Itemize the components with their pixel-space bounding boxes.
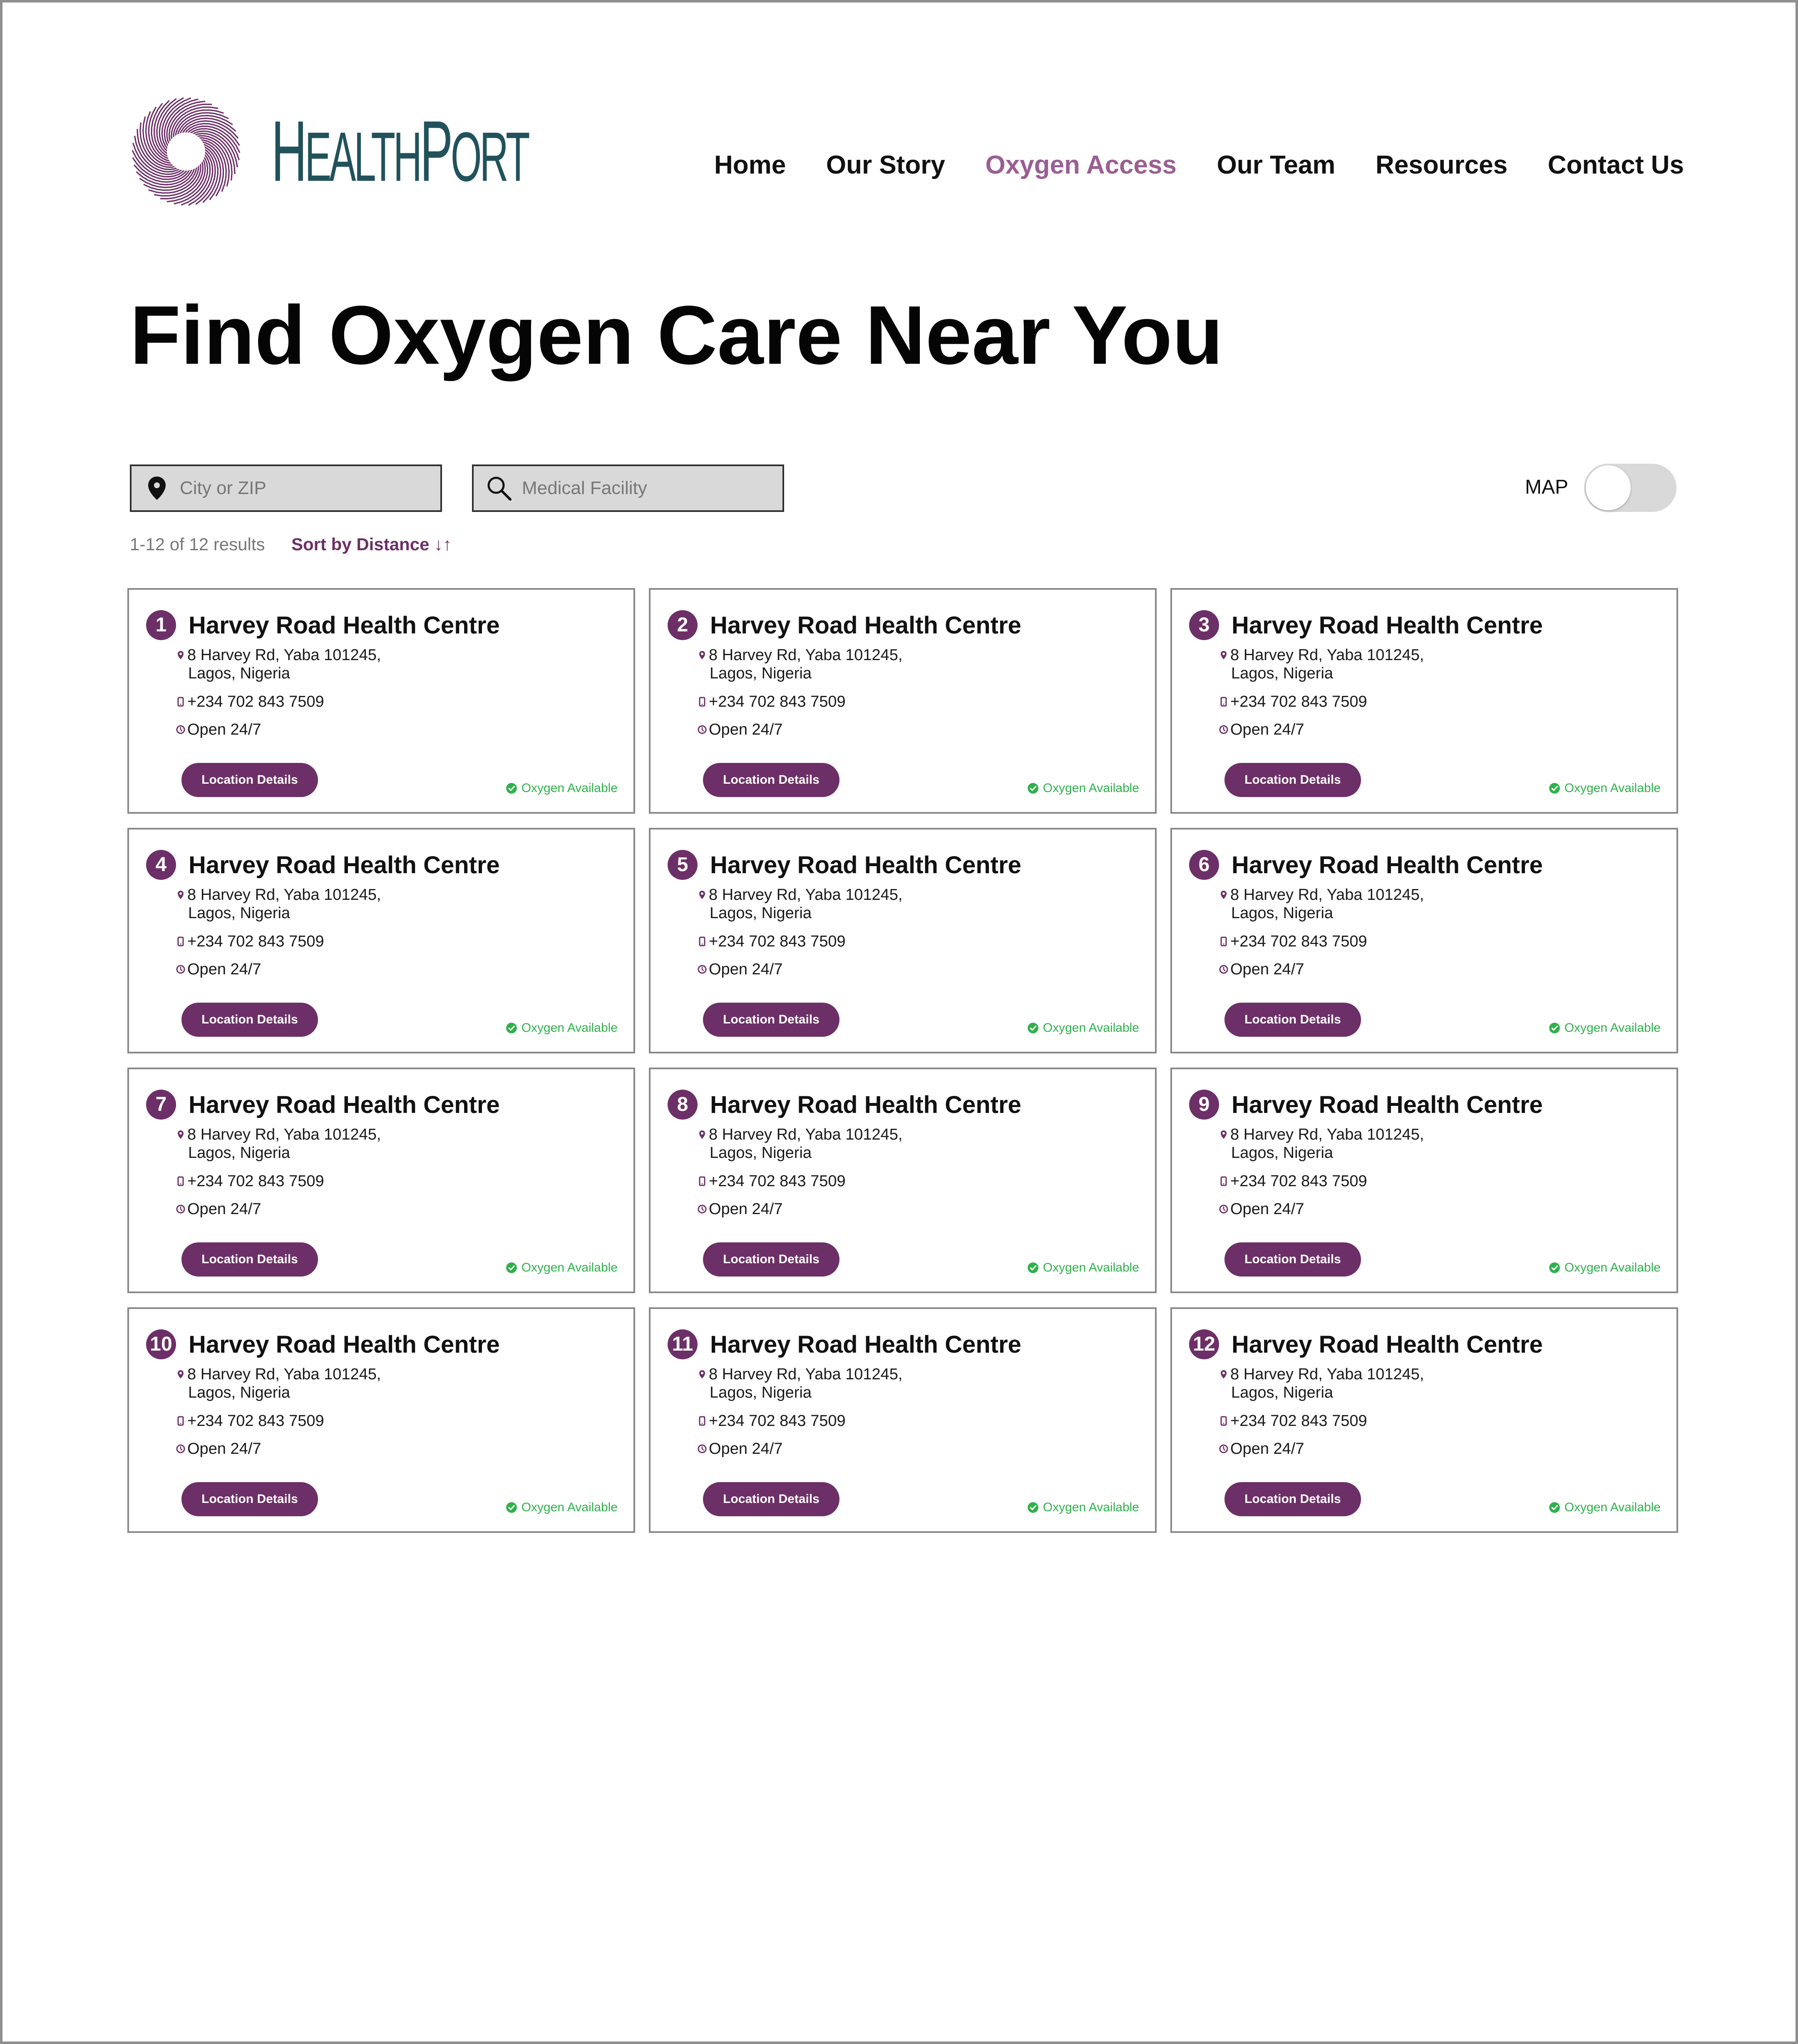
map-pin-icon [697, 1130, 707, 1140]
phone-number: +234 702 843 7509 [709, 1172, 846, 1190]
phone-number: +234 702 843 7509 [187, 1412, 324, 1430]
nav-our-story[interactable]: Our Story [826, 150, 945, 179]
location-details-button[interactable]: Location Details [1224, 1003, 1361, 1037]
page-title: Find Oxygen Care Near You [130, 289, 1223, 382]
address-line-1: 8 Harvey Rd, Yaba 101245, [187, 1126, 381, 1143]
location-name: Harvey Road Health Centre [1232, 852, 1543, 879]
address-line-1: 8 Harvey Rd, Yaba 101245, [709, 1126, 903, 1143]
oxygen-status-text: Oxygen Available [1043, 781, 1139, 795]
map-pin-icon [697, 890, 707, 900]
location-address [187, 646, 404, 683]
phone-icon [697, 936, 707, 946]
oxygen-status-badge [1027, 1261, 1139, 1275]
phone-number: +234 702 843 7509 [187, 693, 324, 710]
phone-icon [176, 1176, 186, 1186]
location-name: Harvey Road Health Centre [710, 852, 1021, 879]
location-hours [187, 960, 261, 979]
opening-hours: Open 24/7 [187, 1200, 261, 1218]
check-circle-icon [1549, 1502, 1560, 1513]
phone-icon [1219, 697, 1229, 707]
address-line-1: 8 Harvey Rd, Yaba 101245, [187, 1366, 381, 1383]
city-zip-input[interactable] [180, 474, 413, 503]
result-number-badge: 5 [668, 850, 698, 880]
result-number-badge: 6 [1189, 850, 1219, 880]
medical-facility-input[interactable] [522, 474, 755, 503]
location-phone [187, 1412, 324, 1430]
clock-icon [176, 725, 186, 735]
oxygen-status-badge [506, 1500, 618, 1515]
address-line-1: 8 Harvey Rd, Yaba 101245, [709, 1366, 903, 1383]
phone-icon [176, 1416, 186, 1426]
nav-resources[interactable]: Resources [1376, 150, 1508, 179]
opening-hours: Open 24/7 [1230, 961, 1304, 978]
map-pin-icon [1219, 1130, 1229, 1140]
location-card [1170, 588, 1678, 814]
location-details-button[interactable]: Location Details [181, 1482, 318, 1516]
results-count: 1-12 of 12 results [130, 534, 265, 554]
location-address [187, 886, 404, 922]
result-number-badge: 4 [146, 850, 176, 880]
location-phone [709, 693, 846, 711]
location-card [127, 828, 635, 1053]
address-line-2: Lagos, Nigeria [710, 665, 812, 682]
location-address [709, 886, 925, 922]
main-navigation [714, 146, 1684, 184]
oxygen-status-text: Oxygen Available [1043, 1500, 1139, 1514]
map-toggle-label: MAP [1525, 476, 1569, 498]
location-details-button[interactable]: Location Details [1224, 763, 1361, 797]
location-details-button[interactable]: Location Details [703, 763, 839, 797]
location-phone [1230, 693, 1367, 711]
opening-hours: Open 24/7 [709, 1440, 783, 1458]
map-pin-icon [1219, 890, 1229, 900]
check-circle-icon [1027, 1262, 1039, 1274]
location-name: Harvey Road Health Centre [710, 1091, 1021, 1118]
city-search-field[interactable] [130, 464, 442, 512]
address-line-2: Lagos, Nigeria [1231, 904, 1334, 922]
map-pin-icon [1219, 1369, 1229, 1379]
location-details-button[interactable]: Location Details [1224, 1482, 1361, 1516]
location-hours [187, 1440, 261, 1458]
address-line-2: Lagos, Nigeria [1231, 1144, 1334, 1162]
oxygen-status-badge [1549, 781, 1661, 795]
phone-number: +234 702 843 7509 [709, 1412, 846, 1430]
map-pin-icon [697, 650, 707, 660]
location-name: Harvey Road Health Centre [1232, 1331, 1543, 1358]
location-name: Harvey Road Health Centre [189, 1331, 500, 1358]
map-pin-icon [176, 890, 186, 900]
location-address [1230, 886, 1447, 922]
phone-number: +234 702 843 7509 [187, 933, 324, 950]
location-details-button[interactable]: Location Details [181, 763, 318, 797]
address-line-2: Lagos, Nigeria [710, 1144, 812, 1162]
oxygen-status-badge [1549, 1500, 1661, 1515]
location-details-button[interactable]: Location Details [703, 1482, 839, 1516]
location-address [709, 646, 925, 683]
result-number-badge: 8 [668, 1090, 698, 1120]
location-address [709, 1365, 925, 1402]
clock-icon [697, 1444, 707, 1454]
oxygen-status-text: Oxygen Available [1564, 781, 1661, 795]
location-card [649, 588, 1157, 814]
clock-icon [697, 964, 707, 974]
location-card [1170, 1307, 1678, 1533]
swirl-logo-icon [130, 95, 242, 208]
clock-icon [176, 964, 186, 974]
location-phone [1230, 932, 1367, 951]
location-phone [709, 932, 846, 951]
location-address [1230, 1125, 1447, 1162]
oxygen-status-badge [1549, 1261, 1661, 1275]
result-number-badge: 2 [668, 610, 698, 640]
logo-wordmark: HEALTHPORT [271, 103, 528, 199]
location-card [127, 1307, 635, 1533]
address-line-1: 8 Harvey Rd, Yaba 101245, [709, 886, 903, 904]
phone-icon [1219, 1176, 1229, 1186]
check-circle-icon [1027, 1022, 1039, 1034]
clock-icon [176, 1204, 186, 1214]
location-hours [187, 720, 261, 739]
phone-icon [1219, 1416, 1229, 1426]
check-circle-icon [506, 782, 517, 794]
phone-icon [176, 697, 186, 707]
oxygen-status-text: Oxygen Available [1043, 1021, 1139, 1035]
location-address [187, 1365, 404, 1402]
oxygen-status-badge [1549, 1021, 1661, 1035]
nav-our-team[interactable]: Our Team [1217, 150, 1336, 179]
location-name: Harvey Road Health Centre [1232, 612, 1543, 639]
oxygen-status-badge [1027, 781, 1139, 795]
healthport-logo[interactable] [130, 93, 528, 210]
phone-number: +234 702 843 7509 [1230, 693, 1367, 710]
location-hours [1230, 1200, 1304, 1218]
oxygen-status-badge [1027, 1021, 1139, 1035]
location-address [709, 1125, 925, 1162]
address-line-2: Lagos, Nigeria [1231, 665, 1334, 682]
oxygen-status-badge [506, 781, 618, 795]
oxygen-status-badge [506, 1261, 618, 1275]
phone-number: +234 702 843 7509 [1230, 933, 1367, 950]
address-line-2: Lagos, Nigeria [188, 1144, 291, 1162]
clock-icon [1219, 1444, 1229, 1454]
location-details-button[interactable]: Location Details [703, 1242, 839, 1277]
location-card [649, 828, 1157, 1053]
location-phone [187, 693, 324, 711]
opening-hours: Open 24/7 [709, 1200, 783, 1218]
phone-number: +234 702 843 7509 [1230, 1412, 1367, 1430]
address-line-1: 8 Harvey Rd, Yaba 101245, [1230, 886, 1424, 904]
location-hours [1230, 720, 1304, 739]
check-circle-icon [506, 1022, 517, 1034]
address-line-2: Lagos, Nigeria [710, 904, 812, 922]
location-hours [1230, 960, 1304, 979]
location-phone [1230, 1172, 1367, 1190]
oxygen-status-text: Oxygen Available [1043, 1261, 1139, 1274]
location-hours [1230, 1440, 1304, 1458]
check-circle-icon [1027, 1502, 1039, 1513]
result-number-badge: 1 [146, 610, 176, 640]
location-name: Harvey Road Health Centre [189, 612, 500, 639]
check-circle-icon [506, 1502, 517, 1513]
oxygen-status-text: Oxygen Available [1564, 1500, 1661, 1514]
opening-hours: Open 24/7 [709, 721, 783, 738]
location-phone [709, 1412, 846, 1430]
map-pin-icon [176, 1369, 186, 1379]
location-phone [187, 932, 324, 951]
location-hours [187, 1200, 261, 1218]
location-name: Harvey Road Health Centre [1232, 1091, 1543, 1118]
opening-hours: Open 24/7 [709, 961, 783, 978]
address-line-2: Lagos, Nigeria [1231, 1384, 1334, 1401]
oxygen-status-text: Oxygen Available [521, 1261, 618, 1274]
location-card [1170, 1068, 1678, 1293]
address-line-1: 8 Harvey Rd, Yaba 101245, [187, 886, 381, 904]
oxygen-status-text: Oxygen Available [1564, 1261, 1661, 1274]
oxygen-status-text: Oxygen Available [1564, 1021, 1661, 1035]
opening-hours: Open 24/7 [1230, 721, 1304, 738]
phone-icon [176, 936, 186, 946]
location-hours [709, 1440, 782, 1458]
phone-number: +234 702 843 7509 [709, 933, 846, 950]
location-phone [709, 1172, 846, 1190]
location-card [127, 588, 635, 814]
address-line-1: 8 Harvey Rd, Yaba 101245, [709, 646, 903, 664]
location-details-button[interactable]: Location Details [181, 1003, 318, 1037]
map-pin-icon [1219, 650, 1229, 660]
location-details-button[interactable]: Location Details [703, 1003, 839, 1037]
opening-hours: Open 24/7 [1230, 1200, 1304, 1218]
clock-icon [176, 1444, 186, 1454]
opening-hours: Open 24/7 [1230, 1440, 1304, 1458]
result-number-badge: 10 [146, 1329, 176, 1359]
location-name: Harvey Road Health Centre [710, 612, 1021, 639]
address-line-2: Lagos, Nigeria [710, 1384, 812, 1401]
check-circle-icon [1027, 782, 1039, 794]
phone-number: +234 702 843 7509 [1230, 1172, 1367, 1190]
oxygen-status-text: Oxygen Available [521, 781, 618, 795]
location-hours [709, 960, 782, 979]
location-results-grid [127, 588, 1678, 1533]
location-card [649, 1307, 1157, 1533]
check-circle-icon [506, 1262, 517, 1274]
clock-icon [1219, 964, 1229, 974]
location-hours [709, 1200, 782, 1218]
phone-icon [697, 1416, 707, 1426]
address-line-2: Lagos, Nigeria [188, 904, 291, 922]
facility-search-field[interactable] [472, 464, 784, 512]
opening-hours: Open 24/7 [187, 721, 261, 738]
phone-icon [1219, 936, 1229, 946]
location-phone [1230, 1412, 1367, 1430]
location-card [127, 1068, 635, 1293]
address-line-1: 8 Harvey Rd, Yaba 101245, [1230, 646, 1424, 664]
location-phone [187, 1172, 324, 1190]
location-hours [709, 720, 782, 739]
oxygen-status-badge [1027, 1500, 1139, 1515]
map-pin-icon [176, 1130, 186, 1140]
check-circle-icon [1549, 782, 1560, 794]
location-card [1170, 828, 1678, 1053]
location-details-button[interactable]: Location Details [181, 1242, 318, 1277]
address-line-1: 8 Harvey Rd, Yaba 101245, [1230, 1366, 1424, 1383]
location-name: Harvey Road Health Centre [710, 1331, 1021, 1358]
location-address [1230, 1365, 1447, 1402]
map-toggle-switch[interactable] [1584, 464, 1676, 512]
magnifying-glass-icon [484, 474, 514, 503]
result-number-badge: 7 [146, 1090, 176, 1120]
result-number-badge: 12 [1189, 1329, 1219, 1359]
oxygen-status-text: Oxygen Available [521, 1500, 618, 1514]
clock-icon [1219, 725, 1229, 735]
map-pin-icon [176, 650, 186, 660]
clock-icon [697, 725, 707, 735]
opening-hours: Open 24/7 [187, 961, 261, 978]
location-address [1230, 646, 1447, 683]
result-number-badge: 9 [1189, 1090, 1219, 1120]
location-card [649, 1068, 1157, 1293]
result-number-badge: 3 [1189, 610, 1219, 640]
nav-home[interactable]: Home [714, 150, 786, 179]
location-address [187, 1125, 404, 1162]
location-details-button[interactable]: Location Details [1224, 1242, 1361, 1277]
address-line-2: Lagos, Nigeria [188, 665, 291, 682]
result-number-badge: 11 [668, 1329, 698, 1359]
map-pin-icon [697, 1369, 707, 1379]
clock-icon [697, 1204, 707, 1214]
address-line-1: 8 Harvey Rd, Yaba 101245, [1230, 1126, 1424, 1143]
phone-icon [697, 697, 707, 707]
location-name: Harvey Road Health Centre [189, 1091, 500, 1118]
sort-by-distance-button[interactable]: Sort by Distance ↓↑ [291, 534, 452, 554]
clock-icon [1219, 1204, 1229, 1214]
oxygen-status-text: Oxygen Available [521, 1021, 618, 1035]
nav-oxygen-access[interactable]: Oxygen Access [985, 150, 1177, 179]
opening-hours: Open 24/7 [187, 1440, 261, 1458]
address-line-1: 8 Harvey Rd, Yaba 101245, [187, 646, 381, 664]
address-line-2: Lagos, Nigeria [188, 1384, 291, 1401]
nav-contact-us[interactable]: Contact Us [1547, 150, 1684, 179]
location-name: Harvey Road Health Centre [189, 852, 500, 879]
map-toggle-knob [1586, 465, 1631, 510]
check-circle-icon [1549, 1022, 1560, 1034]
phone-icon [697, 1176, 707, 1186]
map-pin-icon [142, 474, 171, 503]
oxygen-status-badge [506, 1021, 618, 1035]
check-circle-icon [1549, 1262, 1560, 1274]
phone-number: +234 702 843 7509 [709, 693, 846, 710]
phone-number: +234 702 843 7509 [187, 1172, 324, 1190]
